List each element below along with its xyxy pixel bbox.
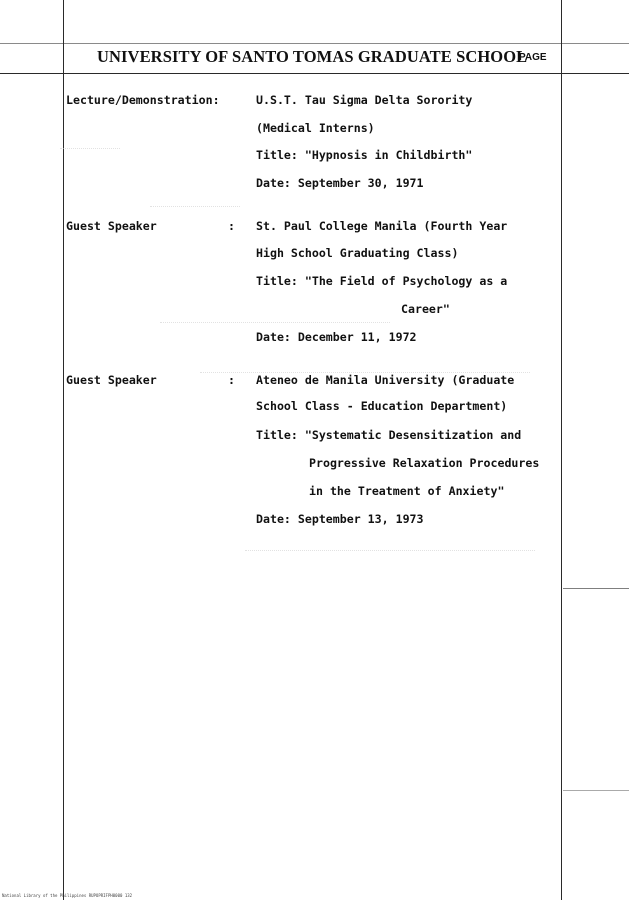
entry-title-line: in the Treatment of Anxiety" <box>309 484 505 498</box>
entry-title-line: Progressive Relaxation Procedures <box>309 456 540 470</box>
entry-label: Lecture/Demonstration: <box>66 93 220 107</box>
entry-line: St. Paul College Manila (Fourth Year <box>256 219 508 233</box>
scan-noise <box>150 196 240 207</box>
scan-noise <box>60 138 120 149</box>
entry-title-line: Title: "Systematic Desensitization and <box>256 428 522 442</box>
entry-line: High School Graduating Class) <box>256 246 459 260</box>
scan-noise <box>160 312 390 323</box>
entry-title-line: Career" <box>401 302 450 316</box>
scan-noise <box>200 362 530 373</box>
top-rule <box>0 43 629 44</box>
entry-date-line: Date: December 11, 1972 <box>256 330 417 344</box>
entry-line: U.S.T. Tau Sigma Delta Sorority <box>256 93 473 107</box>
page-number-label: PAGE <box>519 52 547 63</box>
side-rule <box>563 588 629 589</box>
left-margin-rule <box>63 0 64 900</box>
page-title: UNIVERSITY OF SANTO TOMAS GRADUATE SCHOOL <box>97 47 528 66</box>
scan-noise <box>245 540 535 551</box>
header-underline <box>0 73 629 74</box>
side-rule-lower <box>563 790 629 791</box>
entry-label: Guest Speaker <box>66 219 157 233</box>
entry-title-line: Title: "Hypnosis in Childbirth" <box>256 148 473 162</box>
footer-source: National Library of the Philippines RUPOPRIFPH0000 132 <box>2 893 133 898</box>
entry-date-line: Date: September 30, 1971 <box>256 176 424 190</box>
entry-date-line: Date: September 13, 1973 <box>256 512 424 526</box>
entry-title-line: Title: "The Field of Psychology as a <box>256 274 508 288</box>
entry-colon: : <box>228 219 235 233</box>
entry-line: School Class - Education Department) <box>256 399 508 413</box>
entry-label: Guest Speaker <box>66 373 157 387</box>
entry-line: (Medical Interns) <box>256 121 375 135</box>
right-margin-rule <box>561 0 562 900</box>
entry-line: Ateneo de Manila University (Graduate <box>256 373 515 387</box>
entry-colon: : <box>228 373 235 387</box>
